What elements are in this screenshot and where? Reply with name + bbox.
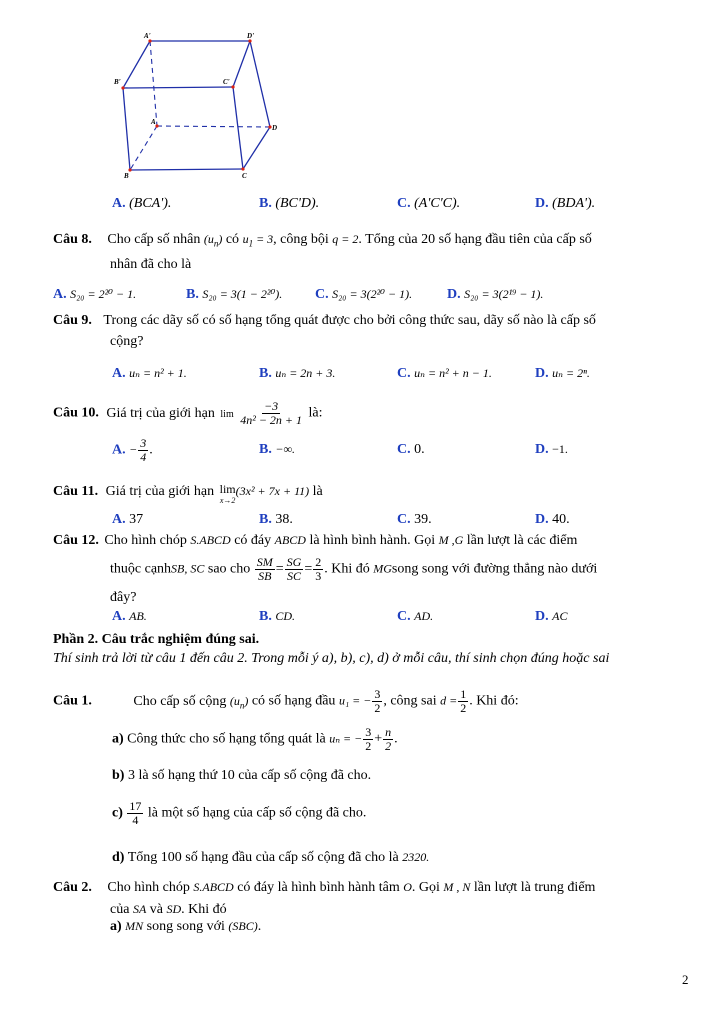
q11-option-d-letter: D. bbox=[535, 512, 549, 527]
q10-option-a[interactable] bbox=[112, 437, 153, 464]
q9-option-b-letter: B. bbox=[259, 366, 272, 381]
q8-seq: $(u_n)$ bbox=[203, 232, 223, 249]
p2q1-item-a-plus: + bbox=[374, 731, 383, 747]
p2q1-item-d[interactable] bbox=[112, 850, 429, 866]
q9-stem-line1 bbox=[53, 313, 596, 329]
p2q1-item-a-label: a) bbox=[112, 731, 124, 747]
q12-option-b-text: CD. bbox=[275, 609, 296, 623]
q11-option-a-text: 37 bbox=[129, 512, 144, 527]
q11-lim: lim x→2 bbox=[219, 482, 236, 505]
q12-option-a-text: AB. bbox=[129, 609, 147, 623]
q7-option-c-text: (A'C'C). bbox=[414, 196, 461, 211]
q10-option-d-letter: D. bbox=[535, 442, 549, 457]
q9-option-b[interactable] bbox=[259, 366, 335, 382]
p2q1-item-b[interactable] bbox=[112, 768, 371, 784]
q12-t6: sao cho bbox=[207, 561, 251, 577]
edge-c1c bbox=[233, 87, 243, 169]
q8-option-a-letter: A. bbox=[53, 287, 67, 302]
p2q2-p3: M , N bbox=[443, 880, 471, 894]
p2q2-t7: . Khi đó bbox=[181, 902, 227, 917]
q12-t7: . Khi đó bbox=[324, 561, 370, 577]
p2q1-item-a-end: . bbox=[394, 731, 398, 747]
p2q2-t6: và bbox=[149, 902, 163, 917]
p2q1-label: Câu 1. bbox=[53, 693, 92, 709]
p2q1-u1-fraction: $\frac{3}{2}$ bbox=[374, 687, 381, 715]
q11-option-a-letter: A. bbox=[112, 512, 126, 527]
p2q1-item-c-fraction: $\frac{17}{4}$ bbox=[129, 799, 142, 827]
p2q2-t2: có đáy là hình bình hành tâm bbox=[237, 880, 400, 895]
q12-option-c-letter: C. bbox=[397, 609, 411, 624]
q10-option-a-letter: A. bbox=[112, 442, 126, 458]
q8-t3: , công bội bbox=[273, 232, 329, 247]
q8-option-b-letter: B. bbox=[186, 287, 199, 302]
q12-option-d[interactable] bbox=[535, 609, 567, 625]
q7-option-b-text: (BC'D). bbox=[275, 196, 320, 211]
q10-t1: Giá trị của giới hạn bbox=[106, 405, 215, 421]
q7-option-c[interactable] bbox=[397, 196, 460, 212]
p2q1-item-a-frac2: $\frac{n}{2}$ bbox=[385, 725, 392, 753]
label-a1: A' bbox=[144, 32, 151, 40]
prism-figure bbox=[100, 28, 300, 188]
q12-frac-sg-sc: $\frac{SG}{SC}$ bbox=[286, 555, 302, 583]
q12-frac-two-thirds: $\frac{2}{3}$ bbox=[315, 555, 322, 583]
q9-option-b-text: uₙ = 2n + 3. bbox=[275, 366, 336, 380]
q12-p4: SB, SC bbox=[171, 561, 205, 576]
q9-option-d-text: uₙ = 2ⁿ. bbox=[552, 366, 590, 380]
q12-p2: ABCD bbox=[274, 533, 306, 547]
p2q2-stem-line2 bbox=[110, 902, 227, 918]
q10-option-d-text: −1. bbox=[552, 442, 568, 456]
q11-option-b-letter: B. bbox=[259, 512, 272, 527]
q12-t5: thuộc cạnh bbox=[110, 561, 172, 577]
vertex-b bbox=[128, 168, 131, 171]
q9-label: Câu 9. bbox=[53, 313, 92, 328]
q12-t1: Cho hình chóp bbox=[104, 533, 187, 548]
q8-u1: $u_1 = 3$ bbox=[242, 232, 274, 249]
p2q2-p1: S.ABCD bbox=[193, 880, 234, 894]
p2q1-item-a-frac1: $\frac{3}{2}$ bbox=[365, 725, 372, 753]
label-c: C bbox=[242, 172, 247, 180]
q12-frac-sm-sb: $\frac{SM}{SB}$ bbox=[256, 555, 273, 583]
q8-t2: có bbox=[225, 232, 240, 247]
q10-label: Câu 10. bbox=[53, 405, 99, 421]
p2q2-item-a-label: a) bbox=[110, 919, 122, 934]
label-d: D bbox=[272, 124, 278, 132]
p2q2-t1: Cho hình chóp bbox=[107, 880, 190, 895]
q12-stem-line2 bbox=[110, 556, 597, 583]
p2q2-p2: O bbox=[403, 880, 412, 894]
q12-p1: S.ABCD bbox=[190, 533, 231, 547]
edge-b1c1 bbox=[123, 87, 233, 88]
edge-a1a-hidden bbox=[150, 41, 157, 126]
p2q2-label: Câu 2. bbox=[53, 880, 92, 895]
q11-option-c-text: 39. bbox=[414, 512, 432, 527]
edge-d1d bbox=[250, 41, 270, 127]
p2q1-item-d-text: Tổng 100 số hạng đầu của cấp số cộng đã cho là bbox=[127, 850, 399, 865]
q8-q: q = 2 bbox=[332, 232, 359, 246]
q9-option-c[interactable] bbox=[397, 366, 492, 382]
edge-ad-hidden bbox=[157, 126, 270, 127]
q7-option-b-letter: B. bbox=[259, 196, 272, 211]
q10-lim: lim bbox=[220, 408, 234, 420]
q10-option-c-letter: C. bbox=[397, 442, 411, 457]
label-b: B bbox=[124, 172, 129, 180]
q10-option-b-text: −∞. bbox=[275, 442, 295, 456]
q11-option-d-text: 40. bbox=[552, 512, 570, 527]
q8-option-b[interactable] bbox=[186, 287, 282, 303]
p2q1-u1: u₁ = − bbox=[338, 693, 372, 708]
p2q2-item-a-end: . bbox=[257, 919, 262, 934]
q10-option-d[interactable] bbox=[535, 442, 568, 458]
q12-eq1: = bbox=[275, 561, 284, 577]
q12-label: Câu 12. bbox=[53, 533, 99, 548]
q8-option-c[interactable] bbox=[315, 287, 412, 303]
q12-option-c-text: AD. bbox=[414, 609, 434, 623]
q11-option-d[interactable] bbox=[535, 512, 570, 528]
q10-option-a-fraction: $\frac{3}{4}$ bbox=[140, 436, 147, 464]
p2q1-item-b-text: 3 là số hạng thứ 10 của cấp số cộng đã cho. bbox=[127, 768, 372, 783]
q11-label: Câu 11. bbox=[53, 484, 99, 499]
q12-p5: MG bbox=[373, 561, 392, 576]
edge-d1c1 bbox=[233, 41, 250, 87]
q9-option-a-letter: A. bbox=[112, 366, 126, 381]
p2q1-item-a-text: Công thức cho số hạng tổng quát là bbox=[127, 731, 326, 747]
q9-option-a-text: uₙ = n² + 1. bbox=[129, 366, 187, 380]
q8-option-d[interactable] bbox=[447, 287, 543, 303]
label-c1: C' bbox=[223, 78, 230, 86]
q12-option-b-letter: B. bbox=[259, 609, 272, 624]
p2q2-t5: của bbox=[110, 902, 130, 917]
q7-option-d[interactable] bbox=[535, 196, 595, 212]
q10-option-c-text: 0. bbox=[414, 442, 425, 457]
q8-option-a-text: S₂₀ = 2²⁰ − 1. bbox=[70, 287, 137, 301]
q11-option-a[interactable] bbox=[112, 512, 143, 528]
p2q1-seq: $(u_n)$ bbox=[229, 693, 249, 711]
p2q1-item-b-label: b) bbox=[112, 768, 125, 783]
vertex-c bbox=[241, 167, 244, 170]
q7-option-b[interactable] bbox=[259, 196, 319, 212]
label-a: A bbox=[151, 118, 156, 126]
q10-fraction: $\frac{-3}{\text{4n² − 2n + 1}}$ bbox=[240, 399, 303, 427]
q12-t2: có đáy bbox=[234, 533, 272, 548]
q10-option-a-sign: − bbox=[129, 442, 138, 457]
p2q2-p4: SA bbox=[132, 902, 147, 916]
q10-stem bbox=[53, 400, 323, 427]
q8-option-a[interactable] bbox=[53, 287, 136, 303]
page-number: 2 bbox=[682, 972, 689, 987]
p2q1-item-c[interactable] bbox=[112, 800, 366, 827]
q10-option-a-end: . bbox=[149, 442, 153, 458]
q12-option-a-letter: A. bbox=[112, 609, 126, 624]
p2q2-item-a-plane: (SBC) bbox=[228, 919, 258, 933]
q10-option-b[interactable] bbox=[259, 442, 295, 458]
q10-option-b-letter: B. bbox=[259, 442, 272, 457]
p2q1-stem bbox=[53, 688, 519, 715]
edge-bc bbox=[130, 169, 243, 170]
p2q1-t1: Cho cấp số cộng bbox=[133, 693, 227, 709]
q12-stem-line3: đây? bbox=[110, 590, 137, 605]
q8-option-d-text: S₂₀ = 3(2¹⁹ − 1). bbox=[464, 287, 544, 301]
vertex-a bbox=[155, 124, 158, 127]
q12-stem-line1 bbox=[53, 533, 577, 549]
part2-instruction: Thí sinh trả lời từ câu 1 đến câu 2. Trong mỗi ý a), b), c), d) ở mỗi câu, thí sinh chọn đúng hoặc sai bbox=[53, 651, 610, 666]
p2q2-item-a-text: song song với bbox=[146, 919, 225, 934]
vertex-c1 bbox=[231, 85, 234, 88]
q7-option-d-text: (BDA'). bbox=[552, 196, 596, 211]
p2q1-item-a-un: uₙ = − bbox=[329, 731, 363, 746]
q12-eq2: = bbox=[304, 561, 313, 577]
edge-a1b1 bbox=[123, 41, 150, 88]
q8-t4: . Tổng của 20 số hạng đầu tiên của cấp số bbox=[358, 232, 592, 247]
q8-option-c-letter: C. bbox=[315, 287, 329, 302]
q12-t3: là hình bình hành. Gọi bbox=[309, 533, 436, 548]
q8-stem-line1 bbox=[53, 232, 592, 248]
q8-t1: Cho cấp số nhân bbox=[107, 232, 201, 247]
q12-t8: song song với đường thẳng nào dưới bbox=[391, 561, 598, 577]
q11-option-c-letter: C. bbox=[397, 512, 411, 527]
q9-option-a[interactable] bbox=[112, 366, 187, 382]
q11-option-b[interactable] bbox=[259, 512, 293, 528]
p2q2-item-a[interactable] bbox=[110, 919, 261, 935]
p2q1-t2: có số hạng đầu bbox=[251, 693, 336, 709]
label-d1: D' bbox=[247, 32, 254, 40]
edge-cd bbox=[243, 127, 270, 169]
q12-p3: M ,G bbox=[438, 533, 464, 547]
q12-option-d-letter: D. bbox=[535, 609, 549, 624]
q7-option-c-letter: C. bbox=[397, 196, 411, 211]
q11-t1: Giá trị của giới hạn bbox=[105, 484, 215, 499]
p2q1-item-c-text: là một số hạng của cấp số cộng đã cho. bbox=[147, 805, 367, 821]
q7-option-a-text: (BCA'). bbox=[129, 196, 172, 211]
vertex-b1 bbox=[121, 86, 124, 89]
q11-option-c[interactable] bbox=[397, 512, 432, 528]
q9-option-d[interactable] bbox=[535, 366, 590, 382]
p2q1-d-fraction: $\frac{1}{2}$ bbox=[460, 687, 467, 715]
edge-b1b bbox=[123, 88, 130, 170]
q7-option-a[interactable] bbox=[112, 196, 171, 212]
part2-title: Phần 2. Câu trắc nghiệm đúng sai. bbox=[53, 632, 260, 647]
q9-option-c-letter: C. bbox=[397, 366, 411, 381]
p2q1-item-a[interactable] bbox=[112, 726, 398, 753]
edge-ab-hidden bbox=[130, 126, 157, 170]
q10-option-c[interactable] bbox=[397, 442, 425, 458]
q11-option-b-text: 38. bbox=[275, 512, 293, 527]
q9-t1: Trong các dãy số có số hạng tổng quát được cho bởi công thức sau, dãy số nào là cấp số bbox=[103, 313, 596, 328]
q12-option-d-text: AC bbox=[552, 609, 568, 623]
q11-t2: là bbox=[312, 484, 323, 499]
q10-t2: là: bbox=[308, 405, 323, 421]
q11-stem bbox=[53, 484, 323, 506]
q9-option-c-text: uₙ = n² + n − 1. bbox=[414, 366, 492, 380]
p2q1-item-d-value: 2320. bbox=[402, 850, 430, 864]
q9-option-d-letter: D. bbox=[535, 366, 549, 381]
p2q2-stem-line1 bbox=[53, 880, 595, 896]
p2q1-item-d-label: d) bbox=[112, 850, 125, 865]
q8-option-b-text: S₂₀ = 3(1 − 2²⁰). bbox=[202, 287, 283, 301]
q8-option-d-letter: D. bbox=[447, 287, 461, 302]
p2q1-t4: . Khi đó: bbox=[469, 693, 519, 709]
q9-stem-line2: cộng? bbox=[110, 334, 144, 349]
p2q1-d: d = bbox=[440, 693, 458, 708]
q8-option-c-text: S₂₀ = 3(2²⁰ − 1). bbox=[332, 287, 413, 301]
q12-option-c[interactable] bbox=[397, 609, 433, 625]
q7-option-a-letter: A. bbox=[112, 196, 126, 211]
q8-label: Câu 8. bbox=[53, 232, 92, 247]
label-b1: B' bbox=[114, 78, 121, 86]
q11-expr: (3x² + 7x + 11) bbox=[235, 484, 310, 498]
q8-stem-line2: nhân đã cho là bbox=[110, 257, 192, 272]
p2q1-item-c-label: c) bbox=[112, 805, 123, 821]
p2q2-t4: lần lượt là trung điểm bbox=[473, 880, 596, 895]
p2q2-item-a-line: MN bbox=[125, 919, 144, 933]
p2q2-t3: . Gọi bbox=[411, 880, 440, 895]
q12-t4: lần lượt là các điểm bbox=[466, 533, 578, 548]
p2q2-p5: SD bbox=[166, 902, 182, 916]
q12-option-a[interactable] bbox=[112, 609, 147, 625]
q7-option-d-letter: D. bbox=[535, 196, 549, 211]
q12-option-b[interactable] bbox=[259, 609, 295, 625]
p2q1-t3: , công sai bbox=[383, 693, 437, 709]
